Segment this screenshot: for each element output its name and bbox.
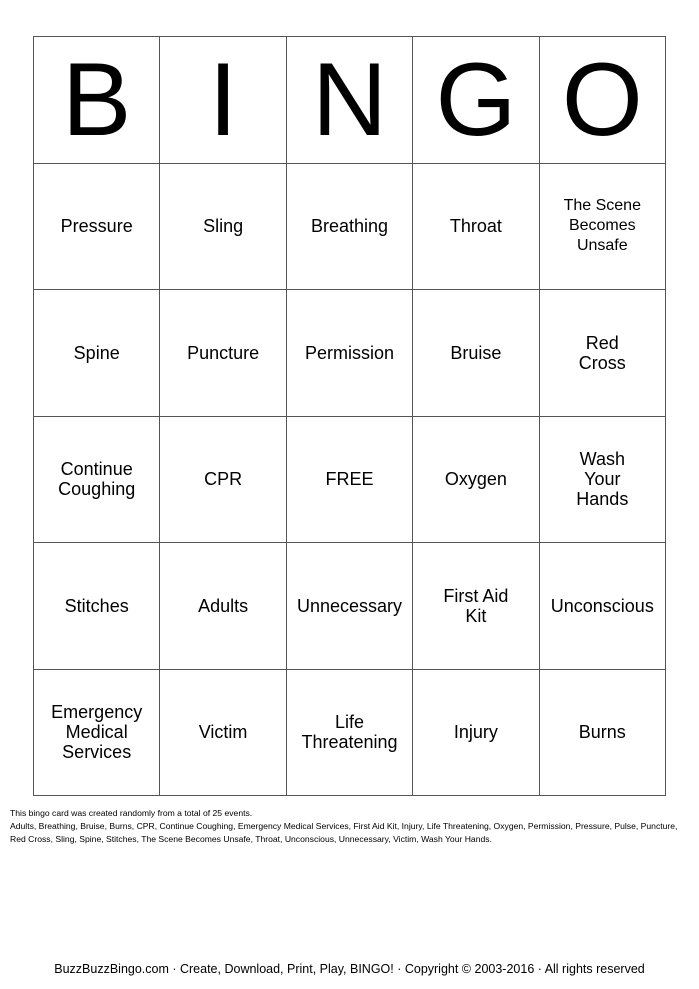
bingo-square: Continue Coughing xyxy=(34,417,160,544)
bingo-square: Throat xyxy=(413,164,539,291)
page-footer: BuzzBuzzBingo.com · Create, Download, Print, Play, BINGO! · Copyright © 2003-2016 · All rights reserved xyxy=(54,962,645,976)
bingo-square: Oxygen xyxy=(413,417,539,544)
bingo-square: Sling xyxy=(160,164,286,291)
header-letter-i: I xyxy=(160,37,286,164)
bingo-square: The Scene Becomes Unsafe xyxy=(540,164,666,291)
bingo-square: Life Threatening xyxy=(287,670,413,797)
bingo-square: Permission xyxy=(287,290,413,417)
bingo-square: Stitches xyxy=(34,543,160,670)
header-letter-n: N xyxy=(287,37,413,164)
card-info-summary: This bingo card was created randomly from a total of 25 events. xyxy=(10,808,253,818)
card-info-event-list: Adults, Breathing, Bruise, Burns, CPR, Continue Coughing, Emergency Medical Services, First Aid Kit, Injury, Life Threatening, Oxygen, Permission, Pressure, Pulse, Puncture, Red Cross, Sling, Spine, Stitches, The Scene Becomes Unsafe, Throat, Unconscious, Unnecessary, Victim, Wash Your Hands. xyxy=(10,821,678,844)
card-info xyxy=(10,807,690,846)
bingo-square: First Aid Kit xyxy=(413,543,539,670)
header-letter-g: G xyxy=(413,37,539,164)
bingo-square: Wash Your Hands xyxy=(540,417,666,544)
bingo-square: Bruise xyxy=(413,290,539,417)
bingo-square: Burns xyxy=(540,670,666,797)
bingo-square: Unnecessary xyxy=(287,543,413,670)
bingo-square: Spine xyxy=(34,290,160,417)
bingo-square: Puncture xyxy=(160,290,286,417)
bingo-square: Unconscious xyxy=(540,543,666,670)
bingo-square: Adults xyxy=(160,543,286,670)
free-square: FREE xyxy=(287,417,413,544)
bingo-square: Victim xyxy=(160,670,286,797)
header-letter-o: O xyxy=(540,37,666,164)
bingo-square: Breathing xyxy=(287,164,413,291)
bingo-card xyxy=(33,36,666,796)
bingo-square: Injury xyxy=(413,670,539,797)
bingo-square: CPR xyxy=(160,417,286,544)
bingo-square: Red Cross xyxy=(540,290,666,417)
header-letter-b: B xyxy=(34,37,160,164)
bingo-square: Pressure xyxy=(34,164,160,291)
bingo-square: Emergency Medical Services xyxy=(34,670,160,797)
